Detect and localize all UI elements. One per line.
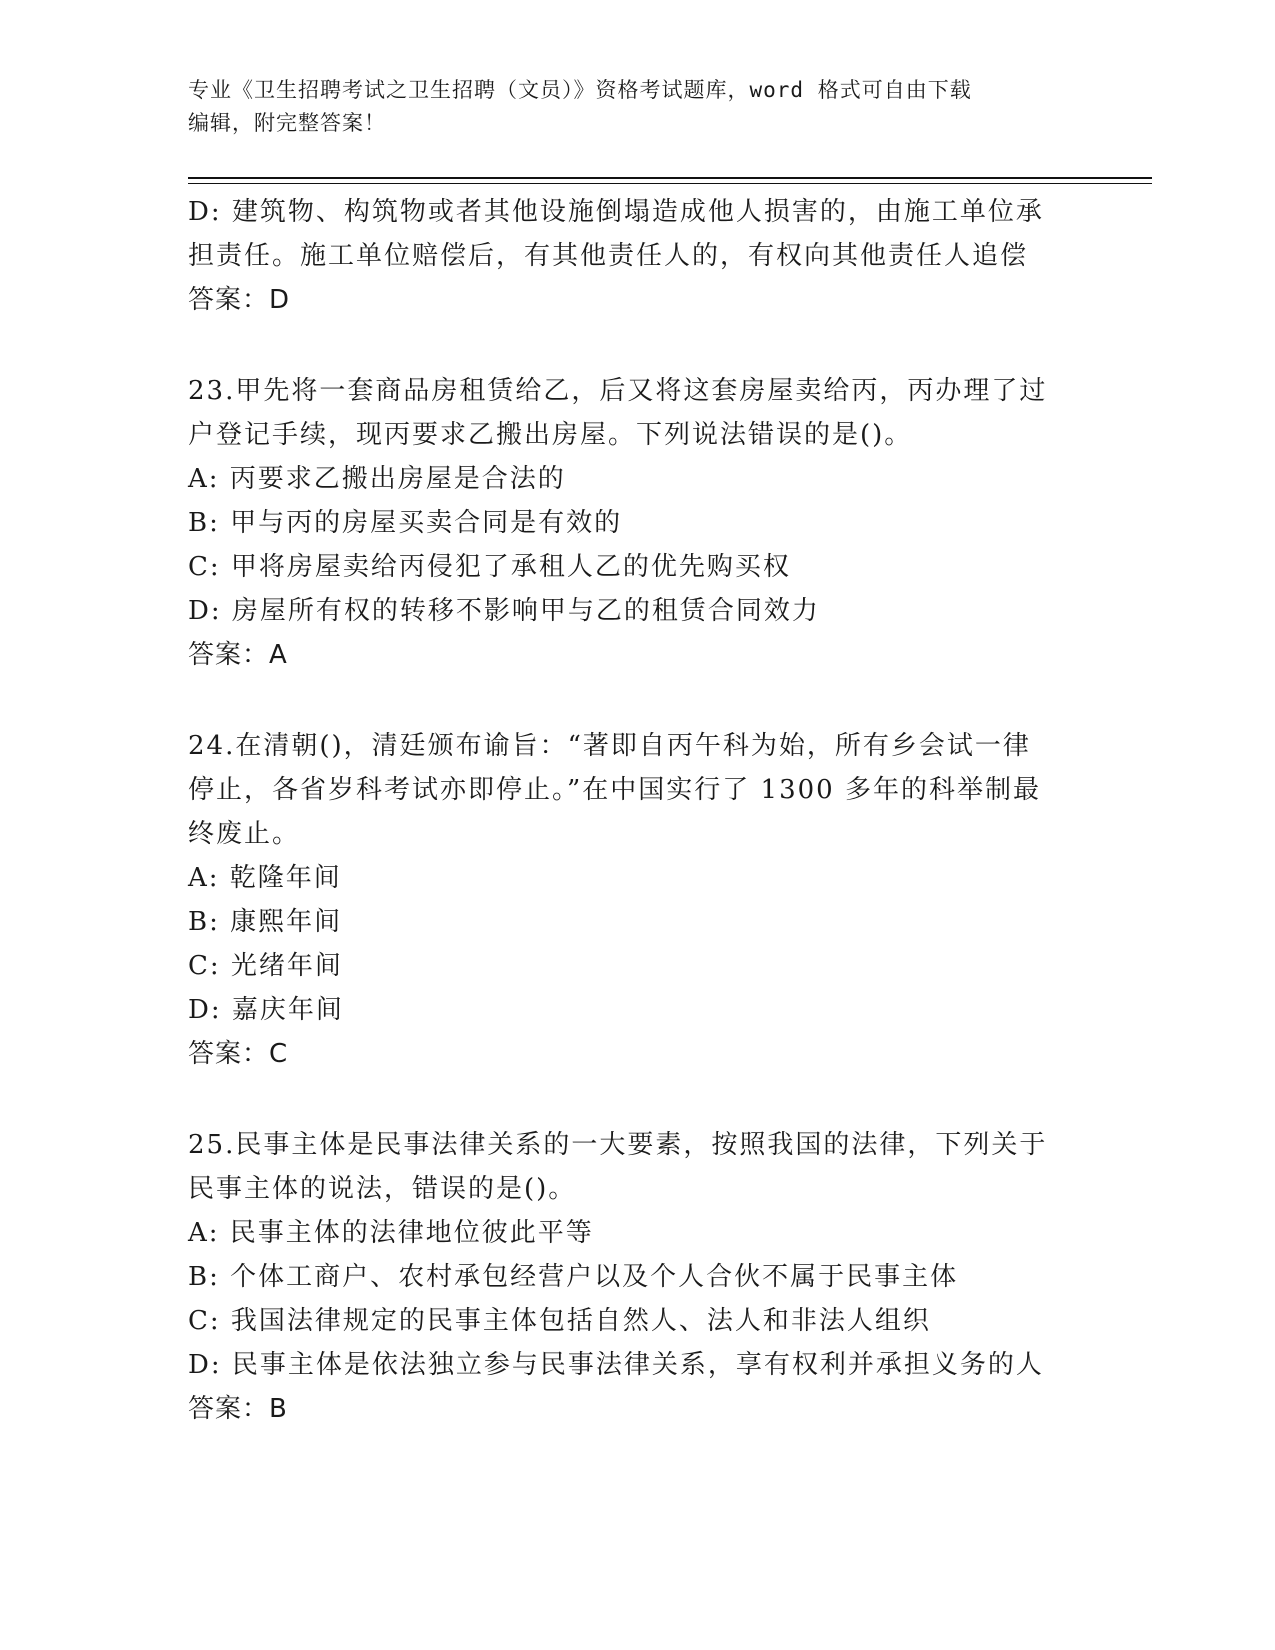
option-b: B: 个体工商户、农村承包经营户以及个人合伙不属于民事主体	[188, 1262, 959, 1292]
question-stem: 25.民事主体是民事法律关系的一大要素，按照我国的法律，下列关于	[188, 1130, 1048, 1160]
question-stem: 23.甲先将一套商品房租赁给乙，后又将这套房屋卖给丙，丙办理了过	[188, 376, 1048, 406]
header-rule-thin	[188, 183, 1152, 184]
option-d: D: 民事主体是依法独立参与民事法律关系，享有权利并承担义务的人	[188, 1350, 1044, 1380]
question-stem: 24.在清朝()，清廷颁布谕旨：“著即自丙午科为始，所有乡会试一律	[188, 731, 1031, 761]
answer-line: 答案：D	[188, 285, 291, 315]
question-block-25	[188, 1123, 1088, 1432]
question-stem-continued: 民事主体的说法，错误的是()。	[188, 1174, 577, 1204]
answer-line: 答案：A	[188, 640, 288, 670]
option-d: D: 建筑物、构筑物或者其他设施倒塌造成他人损害的，由施工单位承	[188, 197, 1044, 227]
question-stem-continued: 终废止。	[188, 819, 301, 849]
option-b: B: 康熙年间	[188, 907, 343, 937]
option-c: C: 光绪年间	[188, 951, 343, 981]
question-block-24	[188, 724, 1088, 1077]
option-a: A: 丙要求乙搬出房屋是合法的	[188, 464, 566, 494]
option-b: B: 甲与丙的房屋买卖合同是有效的	[188, 508, 623, 538]
question-content	[188, 190, 1088, 1432]
answer-line: 答案：B	[188, 1394, 288, 1424]
option-d: D: 嘉庆年间	[188, 995, 344, 1025]
option-c: C: 甲将房屋卖给丙侵犯了承租人乙的优先购买权	[188, 552, 791, 582]
document-header	[188, 74, 1068, 140]
question-block-22-partial	[188, 190, 1088, 323]
header-line-1: 专业《卫生招聘考试之卫生招聘（文员）》资格考试题库，word 格式可自由下载	[188, 78, 972, 102]
question-stem-continued: 户登记手续，现丙要求乙搬出房屋。下列说法错误的是()。	[188, 420, 913, 450]
option-a: A: 民事主体的法律地位彼此平等	[188, 1218, 594, 1248]
question-stem-continued: 停止，各省岁科考试亦即停止。”在中国实行了 1300 多年的科举制最	[188, 775, 1041, 805]
option-d: D: 房屋所有权的转移不影响甲与乙的租赁合同效力	[188, 596, 820, 626]
header-line-2: 编辑，附完整答案！	[188, 111, 386, 135]
option-a: A: 乾隆年间	[188, 863, 342, 893]
option-d-continued: 担责任。施工单位赔偿后，有其他责任人的，有权向其他责任人追偿	[188, 241, 1029, 271]
option-c: C: 我国法律规定的民事主体包括自然人、法人和非法人组织	[188, 1306, 931, 1336]
question-block-23	[188, 369, 1088, 678]
answer-line: 答案：C	[188, 1039, 289, 1069]
header-rule-thick	[188, 177, 1152, 179]
